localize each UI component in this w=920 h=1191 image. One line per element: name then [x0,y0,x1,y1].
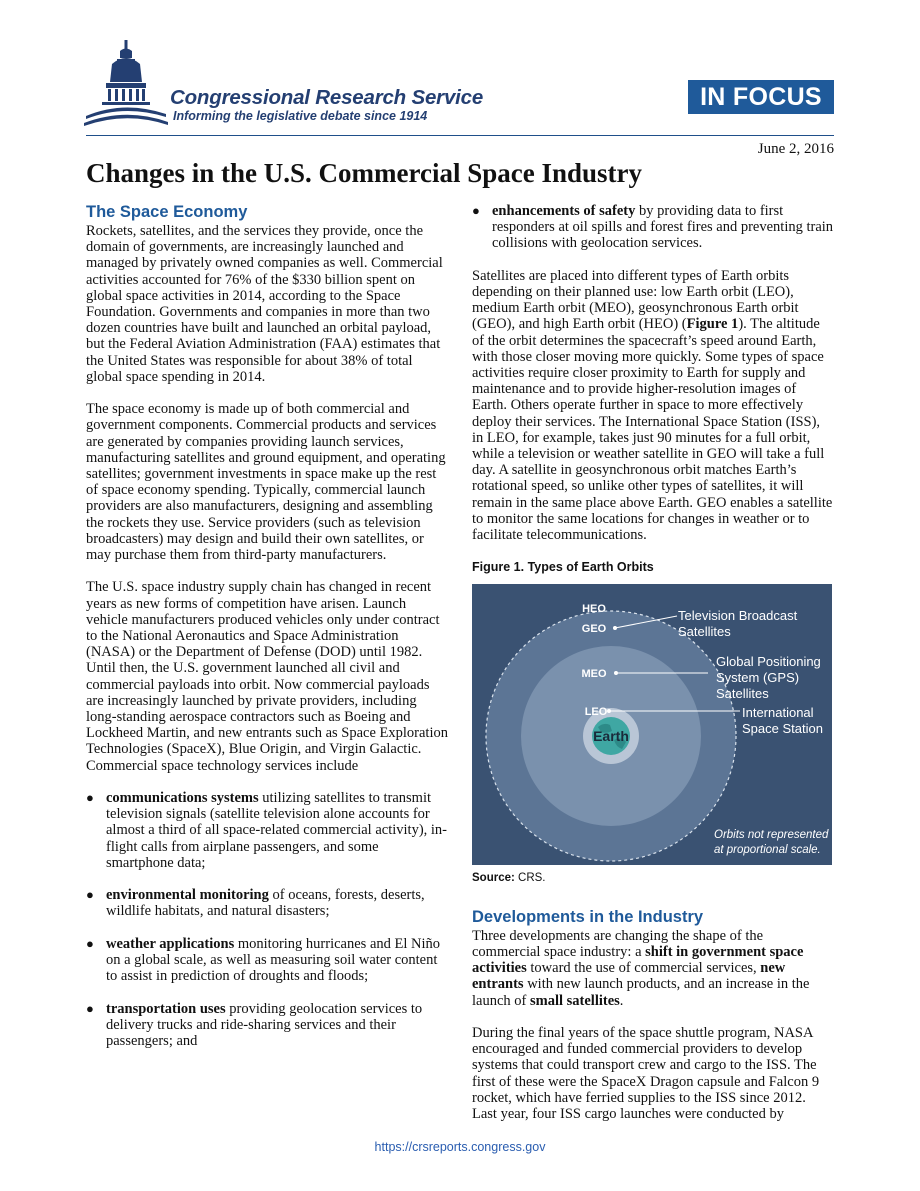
figure-caption: Figure 1. Types of Earth Orbits [472,560,654,575]
iss-label-line1: International [742,704,814,720]
list-item [86,887,448,919]
org-tagline: Informing the legislative debate since 1914 [173,109,428,123]
org-name: Congressional Research Service [170,86,484,109]
tv-label-line1: Television Broadcast [678,607,798,623]
header-rule [86,135,834,136]
capitol-dome-logo [84,38,168,130]
bullet-icon: ● [86,887,94,903]
paragraph: The space economy is made up of both commercial and government components. Commercial products and services are generated by companies providing launch services, manufacturing satellites and ground equipment, and operating satellites; government investments in space make up the rest of space economy spending. Typically, commercial launch providers are also manufacturers, designing and assembling the rockets they use. Service providers (such as television broadcasters) may design and build their own satellites, or may purchase them from third-party manufacturers. [86,401,446,564]
list-item-text: utilizing satellites to transmit television signals (satellite television alone accounts for almost a third of all space-related commercial activity), in-flight calls from airplane passengers, and some smartphone data; [106,790,448,871]
list-item-text: of oceans, forests, deserts, wildlife habitats, and natural disasters; [106,887,425,920]
heo-label: HEO [582,602,606,615]
bullet-icon: ● [86,1000,94,1016]
iss-label-line2: Space Station [742,720,823,736]
services-list [86,790,448,1049]
list-item [86,936,448,985]
list-item [472,203,834,252]
earth-label: Earth [593,727,629,744]
paragraph: During the final years of the space shuttle program, NASA encouraged and funded commercial providers to develop systems that could transport crew and cargo to the ISS. The first of these were the SpaceX Dragon capsule and Falcon 9 rocket, which have ferried supplies to the ISS since 2012. Last year, four ISS cargo launches were conducted by [472,1025,820,1123]
footer-url-link[interactable]: https://crsreports.congress.gov [374,1140,546,1154]
publication-date: June 2, 2016 [757,141,834,157]
list-item-text: providing geolocation services to delivery trucks and ride-sharing services and their passengers; and [106,1000,423,1050]
geo-label: GEO [581,622,607,635]
leo-label: LEO [584,705,608,718]
bullet-icon: ● [86,790,94,806]
gps-label-line3: Satellites [716,685,769,701]
list-item-bold: weather applications [106,935,235,952]
figure-source: Source: CRS. [472,871,546,884]
section-heading-developments: Developments in the Industry [472,907,704,926]
paragraph: Rockets, satellites, and the services they provide, once the domain of governments, are increasingly launched and managed by privately owned companies as well. Commercial activities accounted for 76% of the $330 billion spent on global space activities in 2014, according to the Space Foundation. Governments and companies in more than two dozen countries have built and launched an orbital payload, but the Federal Aviation Administration (FAA) estimates that the United States was responsible for about 38% of total global space spending in 2014. [86,223,443,385]
bullet-icon: ● [472,203,480,218]
list-item-bold: enhancements of safety [492,203,636,219]
scale-note-line2: at proportional scale. [714,843,821,856]
list-item-bold: transportation uses [106,1000,226,1017]
list-item-bold: communications systems [106,790,259,807]
services-list-continued [472,203,834,252]
list-item [86,790,448,871]
bullet-icon: ● [86,935,94,951]
list-item [86,1001,448,1050]
right-column [472,203,834,1138]
orbits-diagram [472,584,832,865]
list-item-text: monitoring hurricanes and El Niño on a global scale, as well as measuring soil water content to assist in prediction of droughts and floods; [106,935,441,985]
gps-label-line2: System (GPS) [716,669,800,685]
section-heading-space-economy: The Space Economy [86,203,248,221]
page-title: Changes in the U.S. Commercial Space Industry [86,158,643,188]
list-item-text: by providing data to first responders at oil spills and forest fires and preventing train collisions with geolocation services. [492,203,834,252]
in-focus-badge: IN FOCUS [688,80,834,114]
paragraph: Satellites are placed into different types of Earth orbits depending on their planned use: low Earth orbit (LEO), medium Earth orbit (MEO), geosynchronous Earth orbit (GEO), and high Earth orbit (HEO) (Figure 1). The altitude of the orbit determines the spacecraft’s speed around Earth, with those closer moving more quickly. Some types of space activities require closer proximity to Earth for supply and maintenance and to provide higher-resolution images of Earth. Others operate further in space to more effectively deploy their services. The International Space Station (ISS), in LEO, for example, takes just 90 minutes for a full orbit, while a television or weather satellite in GEO will take a full day. A satellite in geosynchronous orbit matches Earth’s rotational speed, so unlike other types of satellites, it will remain in the same place above Earth. GEO enables a satellite to monitor the same locations for changes in weather or to facilitate telecommunications. [472,267,833,544]
earth-orbits-figure [472,584,832,865]
gps-label-line1: Global Positioning [716,653,821,669]
figure-reference-link[interactable]: Figure 1 [686,316,739,333]
left-column [86,203,448,1065]
scale-note-line1: Orbits not represented [714,828,829,841]
paragraph: Three developments are changing the shape of the commercial space industry: a shift in government space activities toward the use of commercial services, new entrants with new launch products, and an increase in the launch of small satellites. [472,927,810,1009]
meo-label: MEO [581,667,607,680]
paragraph: The U.S. space industry supply chain has changed in recent years as new forms of competition have arisen. Launch vehicle manufacturers produced vehicles only under contract to the National Aeronautics and Space Administration (NASA) or the Department of Defense (DOD) until 1982. Until then, the U.S. government launched all civil and commercial payloads into orbit. Now commercial payloads are increasingly launched by private providers, including long-standing aerospace contractors such as Boeing and Lockheed Martin, and new entrants such as Space Exploration Technologies (SpaceX), Blue Origin, and Virgin Galactic. Commercial space technology services include [86,579,448,774]
list-item-bold: environmental monitoring [106,887,269,904]
tv-label-line2: Satellites [678,623,731,639]
